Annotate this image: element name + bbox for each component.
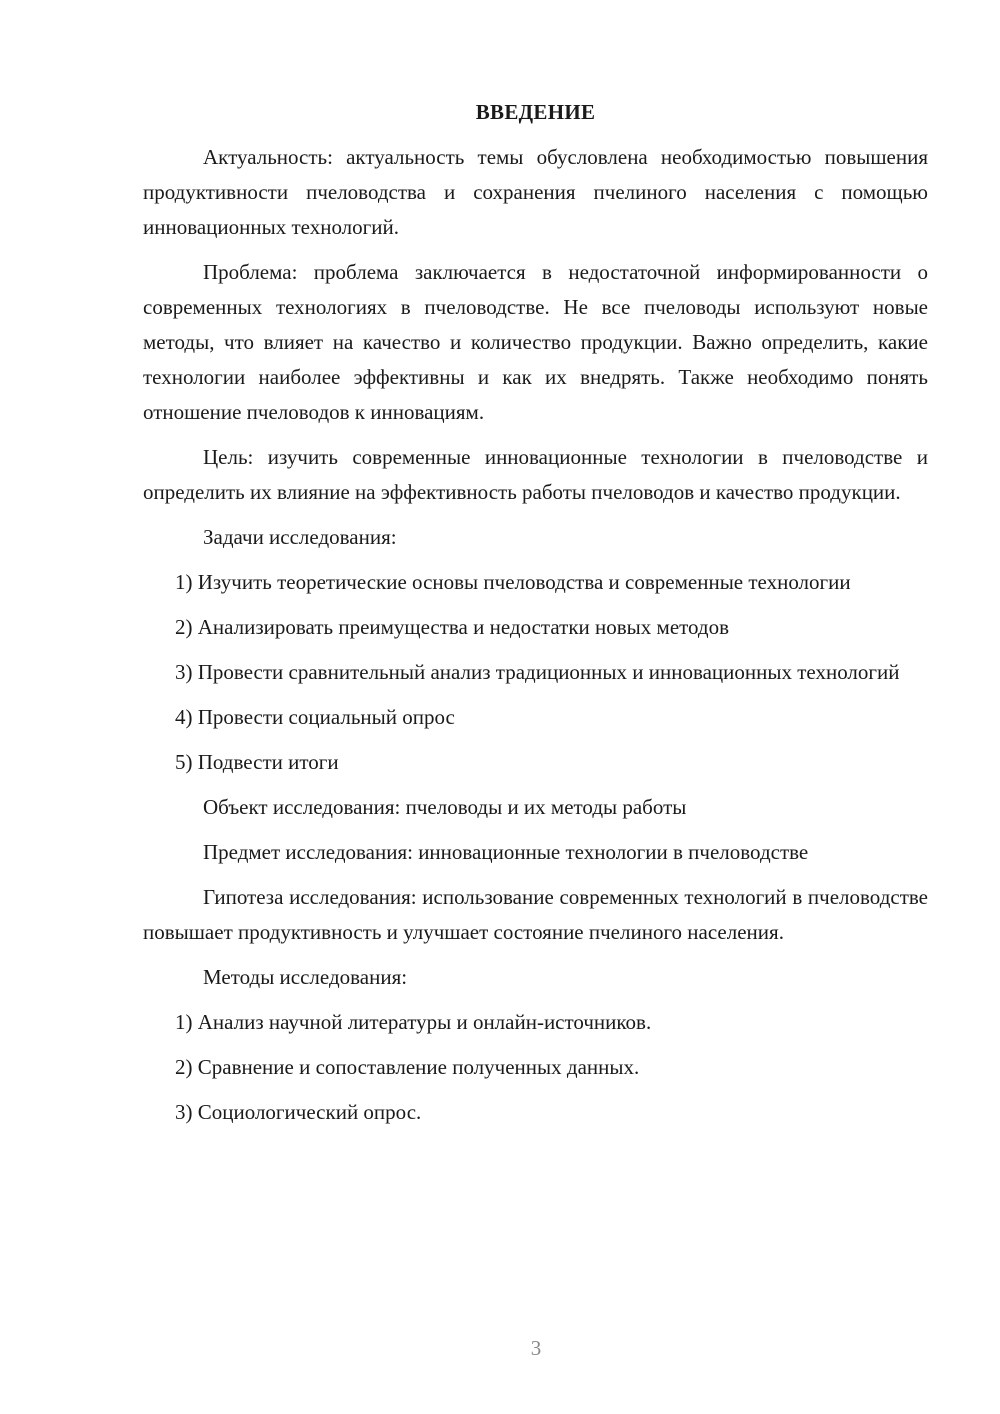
task-item-5: 5) Подвести итоги — [175, 750, 339, 774]
relevance-paragraph: Актуальность: актуальность темы обусловлена необходимостью повышения продуктивности пчеловодства и сохранения пчелиного населения с помощью инновационных технологий. — [143, 145, 928, 239]
method-item-1: 1) Анализ научной литературы и онлайн-источников. — [175, 1010, 652, 1034]
page-number: 3 — [530, 1336, 542, 1360]
problem-paragraph: Проблема: проблема заключается в недостаточной информированности о современных технологиях в пчеловодстве. Не все пчеловоды используют новые методы, что влияет на качество и количество продукции. Важно определить, какие технологии наиболее эффективны и как их внедрять. Также необходимо понять отношение пчеловодов к инновациям. — [143, 260, 928, 424]
method-item-2: 2) Сравнение и сопоставление полученных данных. — [175, 1055, 640, 1079]
task-item-2: 2) Анализировать преимущества и недостатки новых методов — [175, 615, 730, 639]
research-subject: Предмет исследования: инновационные технологии в пчеловодстве — [203, 840, 809, 864]
research-object: Объект исследования: пчеловоды и их методы работы — [203, 795, 687, 819]
methods-heading: Методы исследования: — [203, 965, 408, 989]
research-hypothesis: Гипотеза исследования: использование современных технологий в пчеловодстве повышает продуктивность и улучшает состояние пчелиного населения. — [143, 885, 928, 944]
method-item-3: 3) Социологический опрос. — [175, 1100, 422, 1124]
tasks-heading: Задачи исследования: — [203, 525, 397, 549]
goal-paragraph: Цель: изучить современные инновационные технологии в пчеловодстве и определить их влияние на эффективность работы пчеловодов и качество продукции. — [143, 445, 928, 504]
task-item-1: 1) Изучить теоретические основы пчеловодства и современные технологии — [175, 570, 851, 594]
task-item-4: 4) Провести социальный опрос — [175, 705, 455, 729]
section-title: ВВЕДЕНИЕ — [475, 100, 596, 124]
task-item-3: 3) Провести сравнительный анализ традиционных и инновационных технологий — [175, 660, 900, 684]
